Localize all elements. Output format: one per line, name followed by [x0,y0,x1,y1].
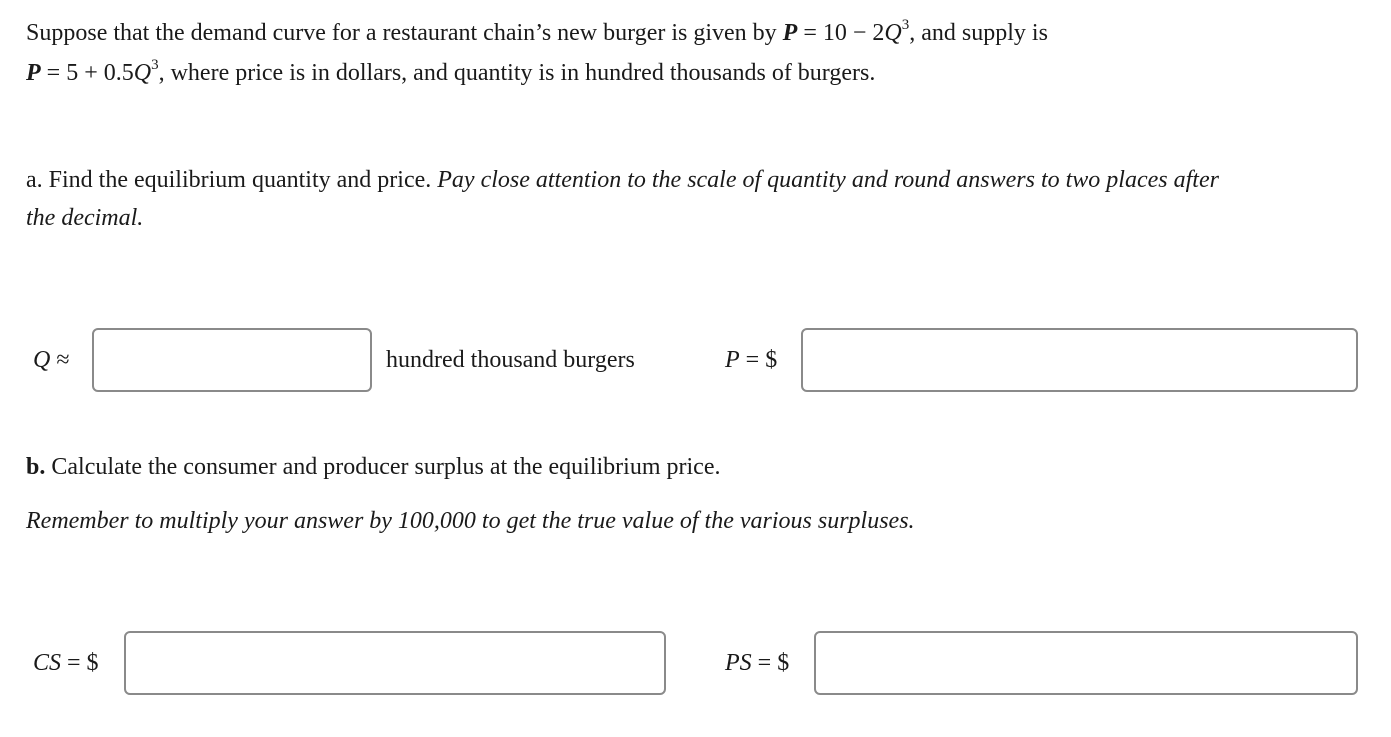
intro-line1-tail: , and supply is [909,20,1048,46]
supply-price-var: P [26,60,41,86]
p-label [725,345,777,375]
producer-surplus-input[interactable] [814,631,1358,695]
part-a-instruction-cont: the decimal. [26,205,144,231]
quantity-unit-label: hundred thousand burgers [386,347,635,373]
part-b-text: Calculate the consumer and producer surplus at the equilibrium price. [45,454,721,480]
cs-label [33,648,99,678]
intro-text: Suppose that the demand curve for a restaurant chain’s new burger is given by [26,20,783,46]
part-a-question [26,165,1219,195]
ps-label [725,648,789,678]
consumer-surplus-input[interactable] [124,631,666,695]
p-equals-dollar: = $ [739,347,778,373]
cs-var: CS [33,650,62,676]
demand-equation: = 10 − 2 [797,20,885,46]
cs-equals-dollar: = $ [61,650,99,676]
intro-line2-tail: , where price is in dollars, and quantity is in hundred thousands of burgers. [158,60,876,86]
supply-equation: = 5 + 0.5 [40,60,134,86]
part-b-question [26,452,720,482]
p-var: P [725,347,740,373]
q-var: Q [33,347,51,373]
part-b-label: b. [26,454,46,480]
supply-quantity-var: Q [133,60,152,86]
intro-line-1 [26,18,1048,51]
q-approx-symbol: ≈ [50,347,70,373]
demand-quantity-var: Q [884,20,902,46]
q-label [33,345,70,375]
part-b-instruction: Remember to multiply your answer by 100,000 to get the true value of the various surpluses. [26,508,915,534]
quantity-answer-input[interactable] [92,328,372,392]
demand-exponent: 3 [901,17,910,33]
demand-price-var: P [782,20,798,46]
supply-exponent: 3 [151,57,159,73]
part-a-label: a. Find the equilibrium quantity and price. [26,167,438,193]
intro-line-2 [26,58,875,91]
part-a-instruction: Pay close attention to the scale of quantity and round answers to two places after [437,167,1219,193]
price-answer-input[interactable] [801,328,1358,392]
part-a-question-cont [26,203,143,233]
ps-equals-dollar: = $ [751,650,790,676]
part-b-instruction-line [26,506,915,536]
ps-var: PS [725,650,752,676]
